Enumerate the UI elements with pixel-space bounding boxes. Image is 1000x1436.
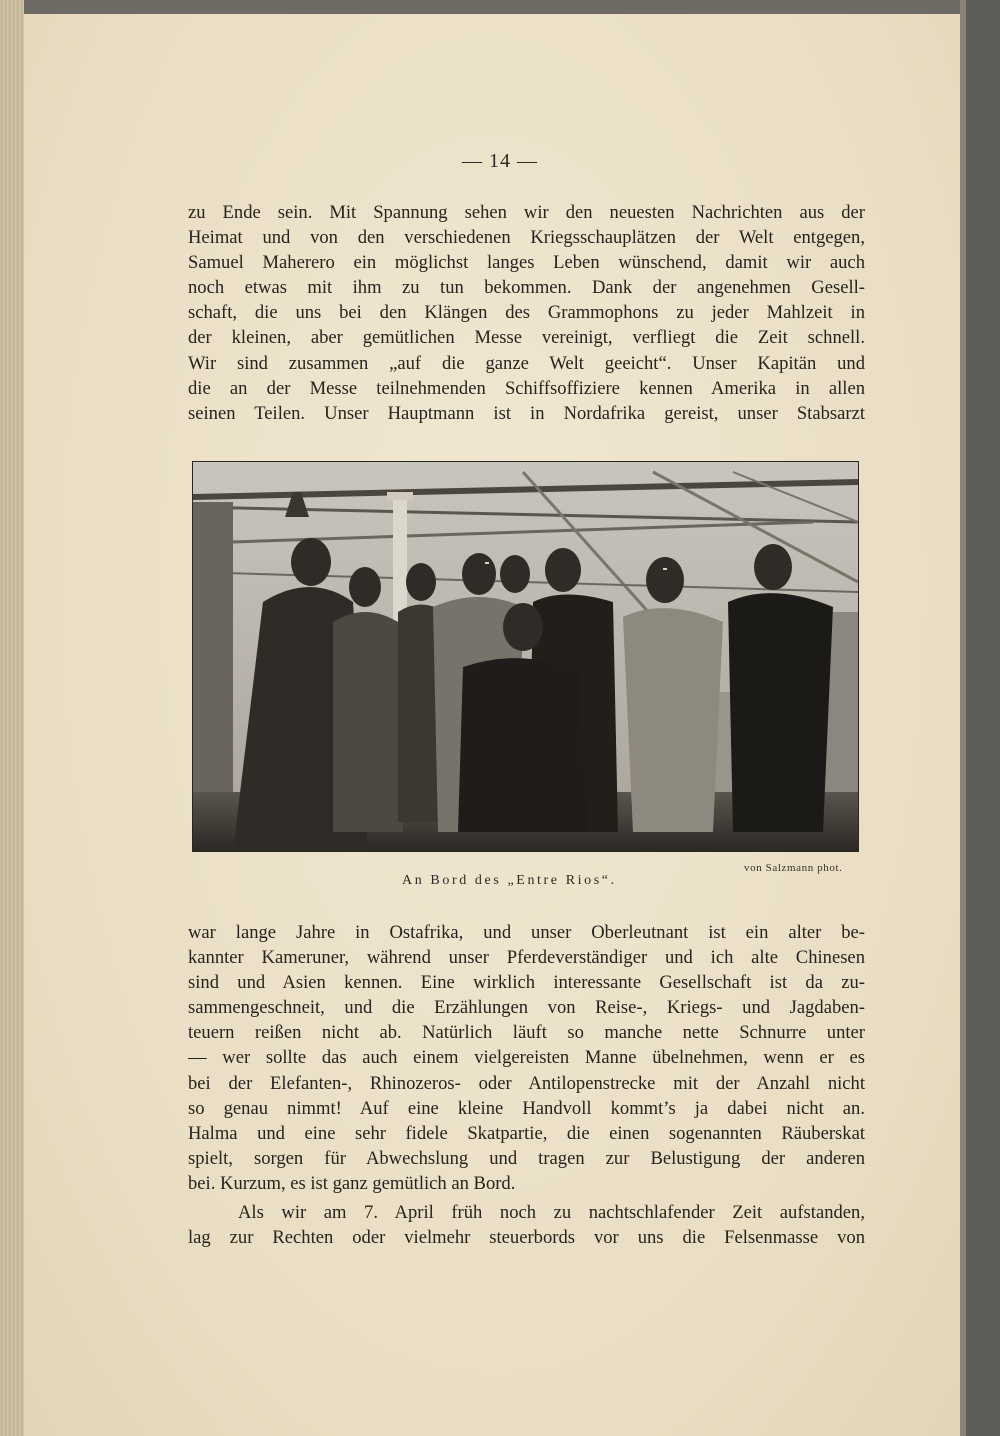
photo-illustration — [193, 462, 858, 851]
text-line: so genau nimmt! Auf eine kleine Handvoll kommt’s ja dabei nicht an. — [188, 1097, 865, 1119]
text-line: die an der Messe teilnehmenden Schiffsoffiziere kennen Amerika in allen — [188, 377, 865, 399]
text-line: sind und Asien kennen. Eine wirklich interessante Gesellschaft ist da zu- — [188, 972, 865, 994]
text-line: Halma und eine sehr fidele Skatpartie, die einen sogenannten Räuberskat — [188, 1122, 865, 1144]
text-line: Samuel Maherero ein möglichst langes Leben wünschend, damit wir auch — [188, 252, 865, 274]
book-cover-edge — [960, 0, 1000, 1436]
text-line: — wer sollte das auch einem vielgereisten Manne übelnehmen, wenn er es — [188, 1047, 865, 1069]
book-top-edge — [0, 0, 1000, 14]
photo-caption: An Bord des „Entre Rios“. — [402, 873, 617, 888]
text-line: schaft, die uns bei den Klängen des Grammophons zu jeder Mahlzeit in — [188, 302, 865, 324]
paragraph-bottom — [188, 920, 865, 1250]
text-line: der kleinen, aber gemütlichen Messe vereinigt, verfliegt die Zeit schnell. — [188, 327, 865, 349]
text-line: bei. Kurzum, es ist ganz gemütlich an Bord. — [188, 1172, 516, 1194]
text-line: zu Ende sein. Mit Spannung sehen wir den neuesten Nachrichten aus der — [188, 202, 865, 223]
text-line: seinen Teilen. Unser Hauptmann ist in Nordafrika gereist, unser Stabsarzt — [188, 402, 865, 424]
text-line: noch etwas mit ihm zu tun bekommen. Dank der angenehmen Gesell- — [188, 277, 865, 299]
photo-credit: von Salzmann phot. — [744, 862, 843, 874]
text-line: bei der Elefanten-, Rhinozeros- oder Antilopenstrecke mit der Anzahl nicht — [188, 1072, 865, 1094]
group-photograph — [192, 461, 859, 852]
text-line: teuern reißen nicht ab. Natürlich läuft so manche nette Schnurre unter — [188, 1022, 865, 1044]
text-line: spielt, sorgen für Abwechslung und tragen zur Belustigung der anderen — [188, 1147, 865, 1169]
page-stack-edge — [0, 0, 24, 1436]
text-line: lag zur Rechten oder vielmehr steuerbords vor uns die Felsenmasse von — [188, 1227, 865, 1249]
text-line: sammengeschneit, und die Erzählungen von Reise-, Kriegs- und Jagdaben- — [188, 997, 865, 1019]
text-line: Wir sind zusammen „auf die ganze Welt geeicht“. Unser Kapitän und — [188, 352, 865, 374]
paragraph-top — [188, 200, 865, 426]
page-number: — 14 — — [462, 150, 538, 172]
text-line: war lange Jahre in Ostafrika, und unser Oberleutnant ist ein alter be- — [188, 922, 865, 943]
text-line: Heimat und von den verschiedenen Kriegsschauplätzen der Welt entgegen, — [188, 227, 865, 249]
text-line: kannter Kameruner, während unser Pferdeverständiger und ich alte Chinesen — [188, 947, 865, 969]
text-line: Als wir am 7. April früh noch zu nachtschlafender Zeit aufstanden, — [238, 1202, 865, 1224]
